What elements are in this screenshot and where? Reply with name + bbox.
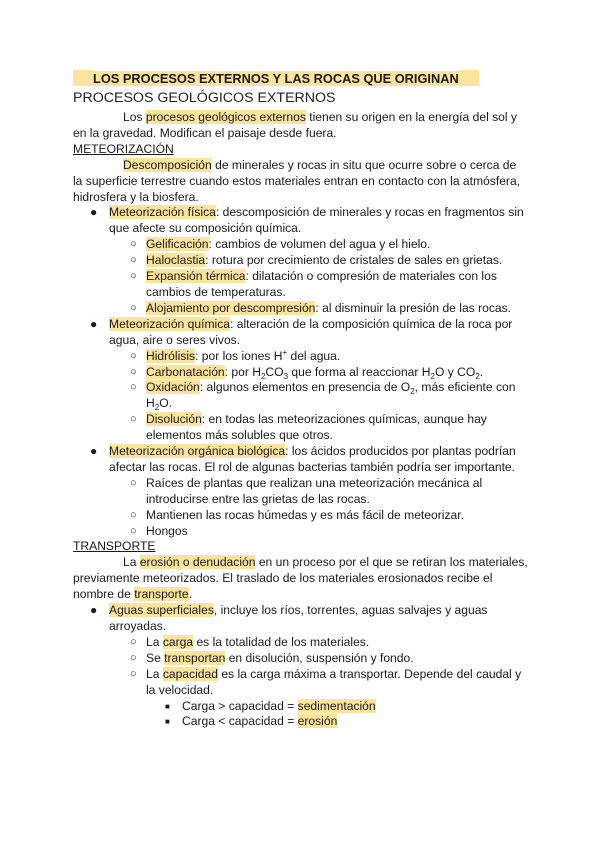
heading-meteorizacion: METEORIZACIÓN [73, 141, 174, 156]
list-item-hongos: ○ Hongos [130, 523, 188, 538]
list-item-carbonatacion: ○ Carbonatación: por $H_2CO_3$ que forma al reaccionar $H_2O$ y $CO_2$. [130, 364, 484, 381]
list-item-erosion: ■ Carga < capacidad = erosión [165, 714, 338, 729]
list-item-humedas: ○ Mantienen las rocas húmedas y es más fácil de meteorizar. [130, 507, 464, 522]
intro-paragraph: Los procesos geológicos externos tienen su origen en la energía del sol y en la gravedad. Modifican el paisaje desde fuera. [73, 110, 517, 140]
transporte-paragraph: La erosión o denudación en un proceso por el que se retiran los materiales, previamente meteorizados. El traslado de los materiales erosionados recibe el nombre de transporte. [73, 555, 528, 602]
list-item-gelificacion: ○ Gelificación: cambios de volumen del agua y el hielo. [130, 237, 431, 252]
list-item-carga: ○ La carga es la totalidad de los materiales. [130, 634, 370, 649]
document-page [73, 70, 528, 730]
meteorizacion-list [73, 205, 528, 539]
transporte-list [73, 603, 528, 730]
list-item-hidrolisis: ○ Hidrólisis: por los iones H+ del agua. [130, 347, 341, 363]
list-item-expansion: ○ Expansión térmica: dilatación o compresión de materiales con los cambios de temperaturas. [130, 269, 497, 299]
section-subtitle: PROCESOS GEOLÓGICOS EXTERNOS [73, 90, 336, 106]
list-item-aguas: ● Aguas superficiales, incluye los ríos, torrentes, aguas salvajes y aguas arroyadas. [90, 603, 488, 633]
list-item-alojamiento: ○ Alojamiento por descompresión: al disminuir la presión de las rocas. [130, 300, 512, 315]
document-title: LOS PROCESOS EXTERNOS Y LAS ROCAS QUE ORIGINAN [73, 70, 528, 88]
list-item-raices: ○ Raíces de plantas que realizan una meteorización mecánica al introducirse entre las grietas de las rocas. [130, 475, 483, 506]
list-item-oxidacion: ○ Oxidación: algunos elementos en presencia de $O_2$, más eficiente con $H_2O$. [130, 380, 516, 413]
list-item-organica: ● Meteorización orgánica biológica: los ácidos producidos por plantas podrían afectar las rocas. El rol de algunas bacterias también podría ser importante. [90, 444, 516, 474]
list-item-sedimentacion: ■ Carga > capacidad = sedimentación [165, 698, 376, 713]
heading-transporte: TRANSPORTE [73, 539, 156, 554]
list-item-quimica: ● Meteorización química: alteración de la composición química de la roca por agua, aire o seres vivos. [90, 316, 513, 347]
list-item-haloclastia: ○ Haloclastia: rotura por crecimiento de cristales de sales en grietas. [130, 253, 503, 268]
list-item-disolucion: ○ Disolución: en todas las meteorizaciones químicas, aunque hay elementos más solubles que otros. [130, 412, 487, 443]
list-item-fisica: ● Meteorización física: descomposición de minerales y rocas en fragmentos sin que afecte su composición química. [90, 205, 524, 236]
list-item-capacidad: ○ La capacidad es la carga máxima a transportar. Depende del caudal y la velocidad. [130, 666, 522, 697]
list-item-transportan: ○ Se transportan en disolución, suspensión y fondo. [130, 650, 414, 665]
meteorizacion-definition: Descomposición de minerales y rocas in situ que ocurre sobre o cerca de la superficie terrestre cuando estos materiales entran en contacto con la atmósfera, hidrosfera y la biosfera. [73, 157, 521, 204]
